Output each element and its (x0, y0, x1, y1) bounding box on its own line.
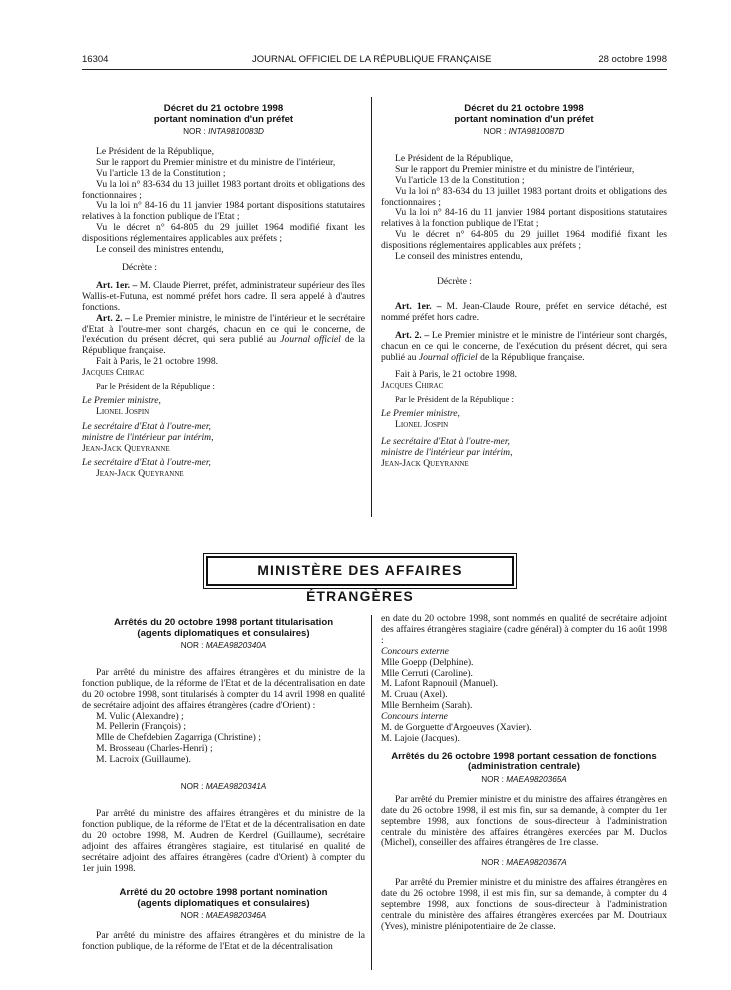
fait-a-paris: Fait à Paris, le 21 octobre 1998. (96, 356, 219, 368)
list-item: M. Lafont Rapnouil (Manuel). (381, 678, 498, 690)
secretary-title: ministre de l'intérieur par intérim, (82, 431, 214, 443)
secretary-name: Jean-Jack Queyranne (82, 442, 170, 454)
list-item: Mlle Goepp (Delphine). (381, 656, 474, 668)
concours-externe-label: Concours externe (381, 645, 449, 657)
paragraph: Le conseil des ministres entendu, (96, 244, 224, 256)
list-item: M. de Gorguette d'Argoeuves (Xavier). (381, 722, 532, 734)
paragraph: Vu la loi n° 84-16 du 11 janvier 1984 portant dispositions statutaires relatives à la fonction publique de l'Etat ; (82, 200, 365, 223)
externe-list (381, 658, 667, 713)
signer: Jacques Chirac (82, 367, 145, 379)
arrete-nomination-title: Arrêté du 20 octobre 1998 portant nomination (agents diplomatiques et consulaires) (119, 887, 328, 909)
arrete-nomination-nor: NOR : MAEA9820346A (180, 911, 267, 921)
list-item: M. Cruau (Axel). (381, 689, 448, 701)
list-item: M. Lajoie (Jacques). (381, 732, 460, 744)
arrete-titularisation-nor: NOR : MAEA9820340A (180, 641, 267, 650)
decree-right-title: Décret du 21 octobre 1998 portant nomination d'un préfet (454, 103, 594, 125)
paragraph: Le Président de la République, (96, 145, 215, 157)
column-divider (371, 97, 372, 517)
paragraph: Vu le décret n° 64-805 du 29 juillet 1964 modifié fixant les dispositions réglementaires applicables aux préfets ; (82, 222, 365, 245)
paragraph: Sur le rapport du Premier ministre et du ministre de l'intérieur, (96, 156, 336, 168)
secretary-title: ministre de l'intérieur par intérim, (381, 446, 513, 458)
article-1: Art. 1er. – M. Claude Pierret, préfet, administrateur supérieur des îles Wallis-et-Futuna, est nommé préfet hors cadre. Il sera appelé à d'autres fonctions. (82, 279, 365, 313)
article-2: Art. 2. – Le Premier ministre, le ministre de l'intérieur et le secrétaire d'Etat à l'outre-mer sont chargés, chacun en ce qui le concerne, de l'exécution du présent décret, qui sera publié au Journal officiel de la République française. (82, 312, 365, 357)
paragraph: Sur le rapport du Premier ministre et du ministre de l'intérieur, (395, 163, 635, 175)
ministry-banner (206, 556, 514, 604)
arrete-cessation-nor2: NOR : MAEA9820367A (481, 858, 567, 868)
paragraph: Vu le décret n° 64-805 du 29 juillet 1964 modifié fixant les dispositions réglementaires applicables aux préfets ; (381, 229, 667, 252)
list-item: Mlle de Chefdebien Zagarriga (Christine) ; (96, 732, 261, 744)
decrete-label: Décrète : (437, 275, 472, 287)
column-divider (371, 615, 372, 970)
list-item: M. Vulic (Alexandre) ; (96, 710, 184, 722)
signer: Jacques Chirac (381, 380, 444, 392)
arrete-titularisation-nor2: NOR : MAEA9820341A (180, 782, 267, 792)
article-2: Art. 2. – Le Premier ministre et le ministre de l'intérieur sont chargés, chacun en ce qui le concerne, de l'exécution du présent décret, qui sera publié au Journal officiel de la République française. (381, 329, 667, 363)
decree-left (82, 104, 365, 480)
paragraph: Vu la loi n° 84-16 du 11 janvier 1984 portant dispositions statutaires relatives à la fonction publique de l'Etat ; (381, 207, 667, 230)
paragraph: Vu l'article 13 de la Constitution ; (96, 167, 226, 179)
paragraph: Par arrêté du Premier ministre et du ministre des affaires étrangères en date du 26 octobre 1998, il est mis fin, sur sa demande, à compter du 1er septembre 1998, aux fonctions de sous-directeur à l'administration centrale du ministère des affaires étrangères exercées par M. Duclos (Michel), conseiller des affaires étrangères de 1re classe. (381, 793, 667, 849)
paragraph: Le Président de la République, (395, 152, 514, 164)
paragraph: Vu la loi n° 83-634 du 13 juillet 1983 portant droits et obligations des fonctionnaires ; (82, 178, 365, 201)
header-rule (82, 69, 667, 70)
pm-title: Le Premier ministre, (381, 408, 460, 420)
decree-left-nor: NOR : INTA9810083D (183, 127, 264, 136)
paragraph: Vu l'article 13 de la Constitution ; (395, 174, 525, 186)
paragraph: Par arrêté du Premier ministre et du ministre des affaires étrangères en date du 26 octobre 1998, il est mis fin, sur sa demande, à compter du 4 septembre 1998, aux fonctions de sous-directeur à l'administration centrale du ministère des affaires étrangères exercées par M. Doutriaux (Yves), ministre plénipotentiaire de 2e classe. (381, 877, 667, 932)
list-item: M. Lacroix (Guillaume). (96, 754, 191, 766)
paragraph: Par arrêté du ministre des affaires étrangères et du ministre de la fonction publique, de la réforme de l'Etat et de la décentralisation (82, 930, 365, 953)
lower-right-column (381, 614, 667, 933)
concours-interne-label: Concours interne (381, 711, 448, 723)
issue-date: 28 octobre 1998 (598, 54, 667, 65)
paragraph: Par arrêté du ministre des affaires étrangères et du ministre de la fonction publique, de la réforme de l'Etat et de la décentralisation en date du 20 octobre 1998, M. Audren de Kerdrel (Guillaume), secrétaire adjoint des affaires étrangères stagiaire, est titularisé en qualité de secrétaire adjoint des affaires étrangères (cadre d'Orient) à compter du 1er juin 1998. (82, 807, 365, 874)
arrete-cessation-title: Arrêtés du 26 octobre 1998 portant cessation de fonctions (administration centrale) (391, 750, 657, 773)
secretary-name: Jean-Jack Queyranne (381, 457, 469, 469)
page-header (82, 54, 667, 68)
paragraph: Par arrêté du ministre des affaires étrangères et du ministre de la fonction publique, de la réforme de l'Etat et de la décentralisation en date du 20 octobre 1998, sont titularisés à compter du 14 avril 1998 en qualité de secrétaire adjoint des affaires étrangères (cadre d'Orient) : (82, 666, 365, 711)
pm-name: Lionel Jospin (96, 405, 150, 417)
ministry-banner-text: MINISTÈRE DES AFFAIRES ÉTRANGÈRES (257, 563, 463, 604)
list-item: Mlle Cerruti (Caroline). (381, 667, 473, 679)
article-1: Art. 1er. – M. Jean-Claude Roure, préfet en service détaché, est nommé préfet hors cadre. (381, 300, 667, 323)
page-number: 16304 (82, 54, 109, 65)
secretary-title: Le secrétaire d'Etat à l'outre-mer, (82, 457, 211, 469)
secretary-title: Le secrétaire d'Etat à l'outre-mer, (381, 435, 510, 447)
paragraph: en date du 20 octobre 1998, sont nommés en qualité de secrétaire adjoint des affaires étrangères stagiaire (cadre général) à compter du 16 août 1998 : (381, 613, 667, 646)
decree-right-nor: NOR : INTA9810087D (483, 127, 565, 136)
par-president: Par le Président de la République : (395, 394, 514, 405)
list-item: M. Brosseau (Charles-Henri) ; (96, 743, 213, 755)
arrete-titularisation-title: Arrêtés du 20 octobre 1998 portant titularisation (agents diplomatiques et consulaires) (113, 617, 334, 639)
paragraph: Le conseil des ministres entendu, (395, 251, 523, 263)
decrete-label: Décrète : (122, 261, 157, 273)
decree-right (381, 104, 667, 470)
secretary-name: Jean-Jack Queyranne (96, 468, 184, 480)
journal-title: JOURNAL OFFICIEL DE LA RÉPUBLIQUE FRANÇAISE (252, 54, 492, 65)
pm-title: Le Premier ministre, (82, 394, 161, 406)
decree-left-title: Décret du 21 octobre 1998 portant nomination d'un préfet (153, 103, 294, 125)
interne-list (381, 723, 667, 745)
paragraph: Vu la loi n° 83-634 du 13 juillet 1983 portant droits et obligations des fonctionnaires ; (381, 185, 667, 208)
titularisation-list (82, 712, 365, 767)
fait-a-paris: Fait à Paris, le 21 octobre 1998. (395, 369, 518, 381)
list-item: M. Pellerin (François) ; (96, 721, 187, 733)
pm-name: Lionel Jospin (395, 419, 449, 431)
arrete-cessation-nor: NOR : MAEA9820365A (481, 774, 567, 784)
secretary-title: Le secrétaire d'Etat à l'outre-mer, (82, 420, 211, 432)
list-item: Mlle Bernheim (Sarah). (381, 700, 473, 712)
arrete-titularisation (82, 618, 365, 953)
par-president: Par le Président de la République : (96, 381, 215, 392)
